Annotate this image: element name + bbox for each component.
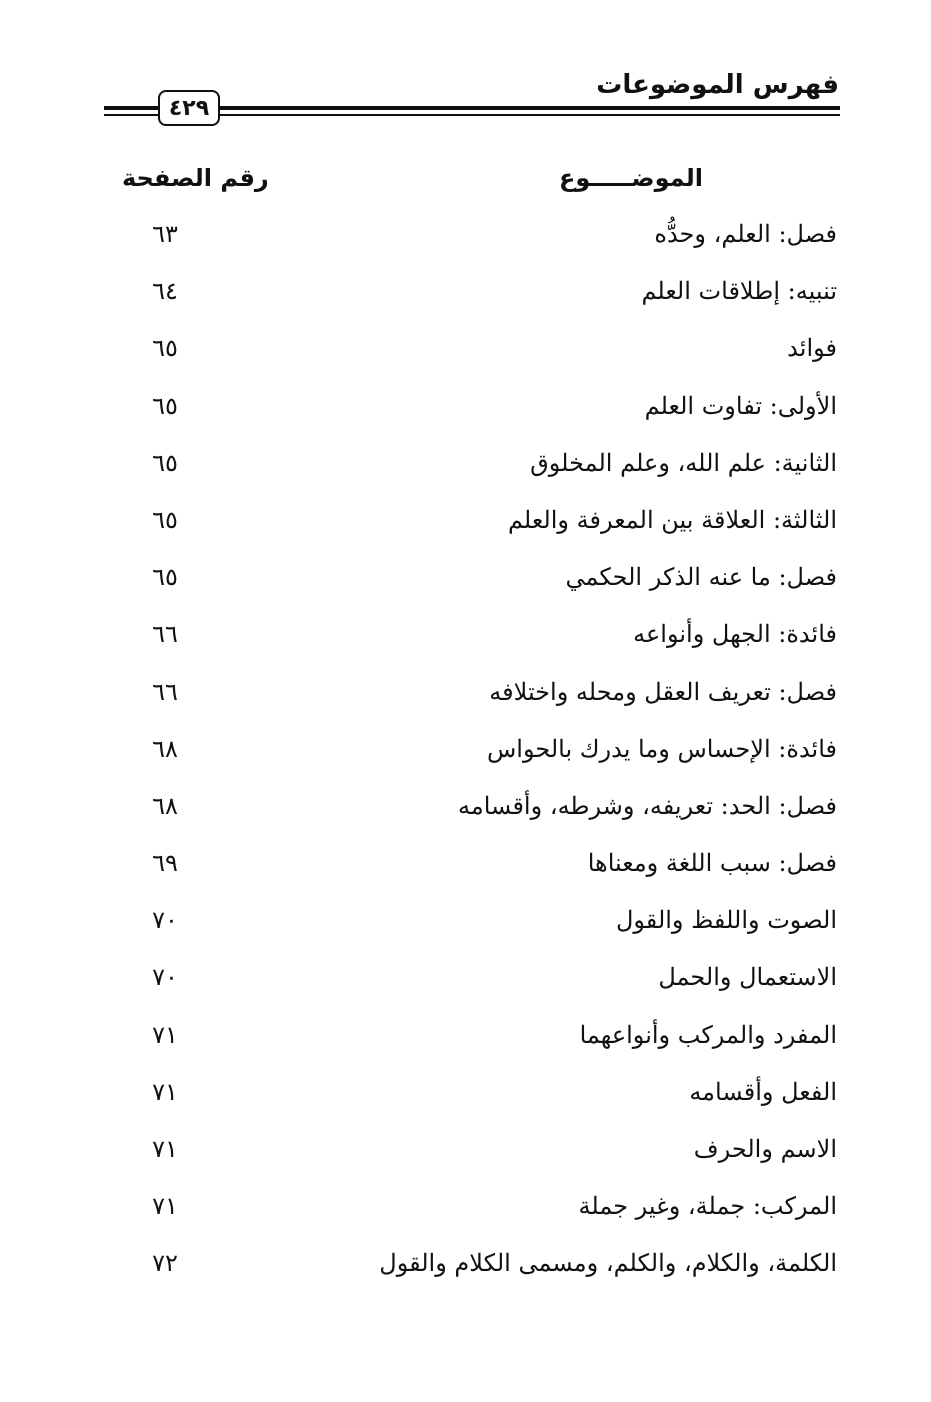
toc-entry <box>0 439 931 496</box>
toc-entry <box>0 1125 931 1182</box>
toc-entry-title: فصل: ما عنه الذكر الحكمي <box>565 563 837 592</box>
toc-entry-page: ٧١ <box>152 1135 178 1163</box>
toc-entry <box>0 267 931 324</box>
toc-entry-page: ٧٢ <box>152 1249 178 1278</box>
toc-entry <box>0 210 931 267</box>
toc-entry-page: ٦٥ <box>152 391 178 420</box>
toc-entry-page: ٦٥ <box>152 505 178 534</box>
toc-entry-title: الثالثة: العلاقة بين المعرفة والعلم <box>507 505 837 534</box>
toc-entry-page: ٧١ <box>152 1077 178 1106</box>
toc-entry-page: ٦٣ <box>152 220 178 248</box>
toc-entry <box>0 668 931 725</box>
toc-entry-title: الصوت واللفظ والقول <box>615 906 837 935</box>
running-title: فهرس الموضوعات <box>596 70 839 100</box>
toc-entry <box>0 953 931 1010</box>
toc-entry <box>0 324 931 381</box>
toc-entry-title: الثانية: علم الله، وعلم المخلوق <box>530 448 837 477</box>
toc-entry <box>0 896 931 953</box>
toc-entry-title: الكلمة، والكلام، والكلم، ومسمى الكلام والقول <box>379 1249 837 1278</box>
toc-entry-page: ٧٠ <box>152 906 178 935</box>
toc-entry-page: ٦٥ <box>152 334 178 363</box>
toc-entry <box>0 725 931 782</box>
toc-entry <box>0 1068 931 1125</box>
toc-entry-page: ٦٩ <box>152 849 178 878</box>
toc-entry-page: ٦٦ <box>152 620 178 649</box>
toc-entry <box>0 1011 931 1068</box>
toc-entry-title: فصل: الحد: تعريفه، وشرطه، وأقسامه <box>458 791 837 820</box>
toc-entry <box>0 839 931 896</box>
toc-entries <box>0 210 931 1297</box>
toc-entry <box>0 496 931 553</box>
toc-entry-page: ٦٥ <box>152 563 178 592</box>
toc-entry-title: الأولى: تفاوت العلم <box>644 391 837 420</box>
toc-entry <box>0 782 931 839</box>
toc-entry-title: فصل: العلم، وحدُّه <box>654 220 837 248</box>
toc-entry-page: ٦٥ <box>152 448 178 477</box>
toc-entry <box>0 1239 931 1296</box>
column-header-page-number: رقم الصفحة <box>122 164 269 192</box>
toc-entry-page: ٦٨ <box>152 791 178 820</box>
toc-entry-title: الفعل وأقسامه <box>689 1077 837 1106</box>
toc-entry-page: ٦٦ <box>152 677 178 706</box>
toc-entry-title: فصل: سبب اللغة ومعناها <box>587 849 837 878</box>
toc-entry-title: فائدة: الإحساس وما يدرك بالحواس <box>486 734 837 763</box>
toc-entry-title: تنبيه: إطلاقات العلم <box>641 277 837 306</box>
page-number: ٤٢٩ <box>158 90 220 126</box>
toc-entry-title: المفرد والمركب وأنواعهما <box>579 1020 837 1049</box>
toc-entry-page: ٧١ <box>152 1192 178 1221</box>
toc-entry-title: الاسم والحرف <box>693 1135 837 1163</box>
toc-entry-title: المركب: جملة، وغير جملة <box>578 1192 837 1221</box>
toc-entry <box>0 1182 931 1239</box>
toc-entry-title: فائدة: الجهل وأنواعه <box>633 620 837 649</box>
toc-entry-page: ٦٨ <box>152 734 178 763</box>
toc-entry-page: ٧١ <box>152 1020 178 1049</box>
toc-entry-title: فصل: تعريف العقل ومحله واختلافه <box>489 677 837 706</box>
toc-entry <box>0 610 931 667</box>
toc-entry <box>0 553 931 610</box>
column-header-topic: الموضـــــوع <box>558 164 703 192</box>
toc-entry <box>0 382 931 439</box>
toc-entry-page: ٦٤ <box>152 277 178 306</box>
toc-entry-page: ٧٠ <box>152 963 178 992</box>
toc-entry-title: فوائد <box>787 334 837 363</box>
toc-entry-title: الاستعمال والحمل <box>658 963 837 992</box>
